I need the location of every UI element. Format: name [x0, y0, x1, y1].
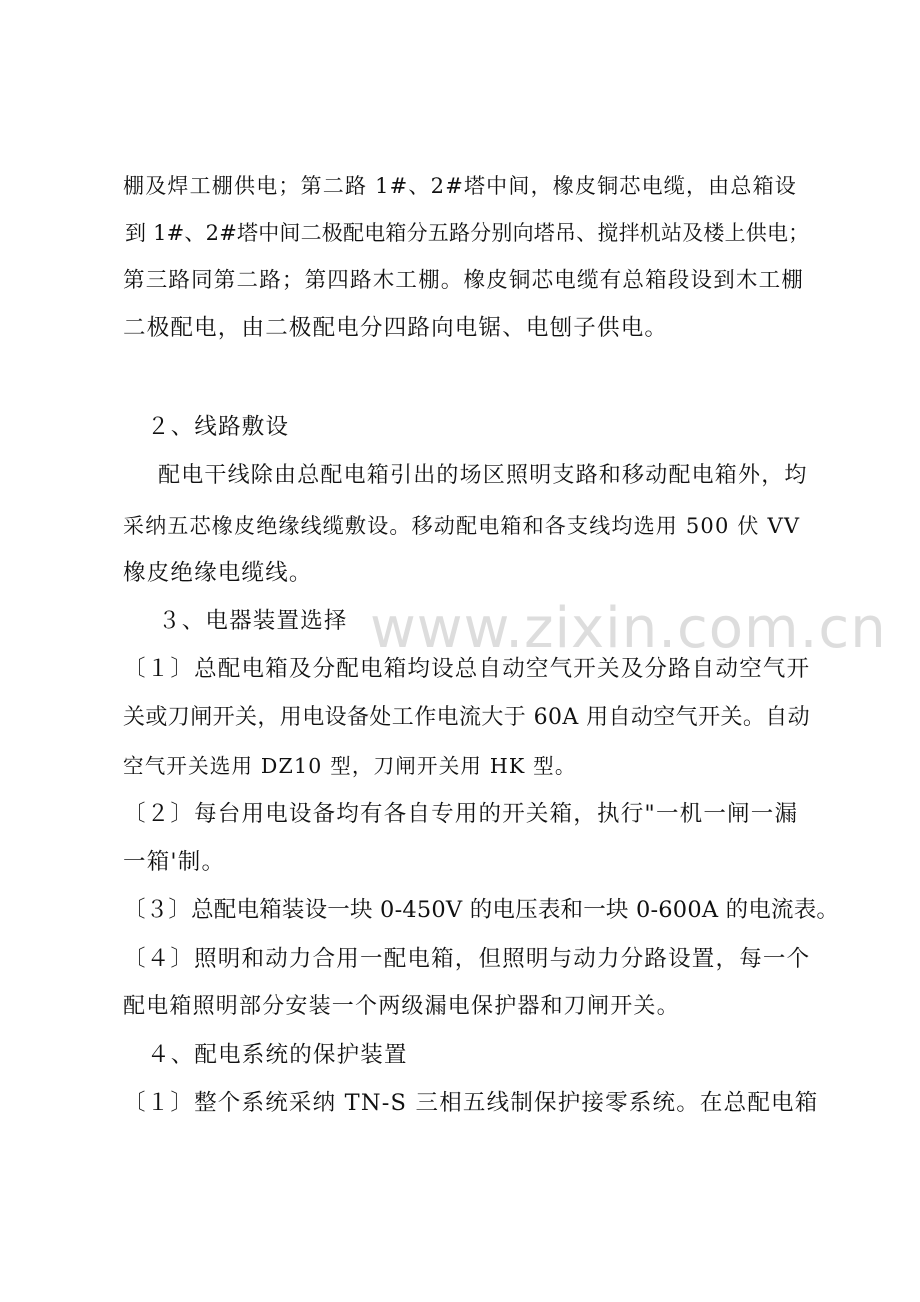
- watermark: www.zixin.com.cn: [370, 596, 887, 661]
- body-text-line: 二极配电，由二极配电分四路向电锯、电刨子供电。: [123, 315, 669, 341]
- list-item-line: 〔１〕整个系统采纳 TN-S 三相五线制保护接零系统。在总配电箱: [123, 1090, 819, 1116]
- body-text-line: 棚及焊工棚供电；第二路 1#、2#塔中间，橡皮铜芯电缆，由总箱设: [123, 174, 797, 198]
- list-item-line: 关或刀闸开关，用电设备处工作电流大于 60A 用自动空气开关。自动: [123, 705, 811, 730]
- body-text-line: 配电干线除由总配电箱引出的场区照明支路和移动配电箱外，均: [158, 463, 808, 488]
- list-item-line: 一箱'制。: [123, 849, 226, 875]
- section-heading: ４、配电系统的保护装置: [147, 1042, 408, 1068]
- body-text-line: 到 1#、2#塔中间二极配电箱分五路分别向塔吊、搅拌机站及楼上供电；: [125, 221, 810, 245]
- list-item-line: 〔４〕照明和动力合用一配电箱，但照明与动力分路设置，每一个: [123, 946, 811, 972]
- list-item-line: 配电箱照明部分安装一个两级漏电保护器和刀闸开关。: [123, 994, 680, 1019]
- list-item-line: 〔３〕总配电箱装设一块 0-450V 的电压表和一块 0-600A 的电流表。: [123, 897, 840, 923]
- list-item-line: 空气开关选用 DZ10 型，刀闸开关用 HK 型。: [123, 754, 577, 778]
- list-item-line: 〔１〕总配电箱及分配电箱均设总自动空气开关及分路自动空气开: [123, 656, 811, 682]
- section-heading: ２、线路敷设: [147, 414, 290, 440]
- list-item-line: 〔２〕每台用电设备均有各自专用的开关箱，执行"一机一闸一漏: [123, 801, 799, 827]
- section-heading: ３、电器装置选择: [158, 608, 348, 634]
- body-text-line: 采纳五芯橡皮绝缘线缆敷设。移动配电箱和各支线均选用 500 伏 VV: [123, 514, 801, 538]
- body-text-line: 橡皮绝缘电缆线。: [123, 560, 313, 586]
- body-text-line: 第三路同第二路；第四路木工棚。橡皮铜芯电缆有总箱段设到木工棚: [123, 268, 805, 293]
